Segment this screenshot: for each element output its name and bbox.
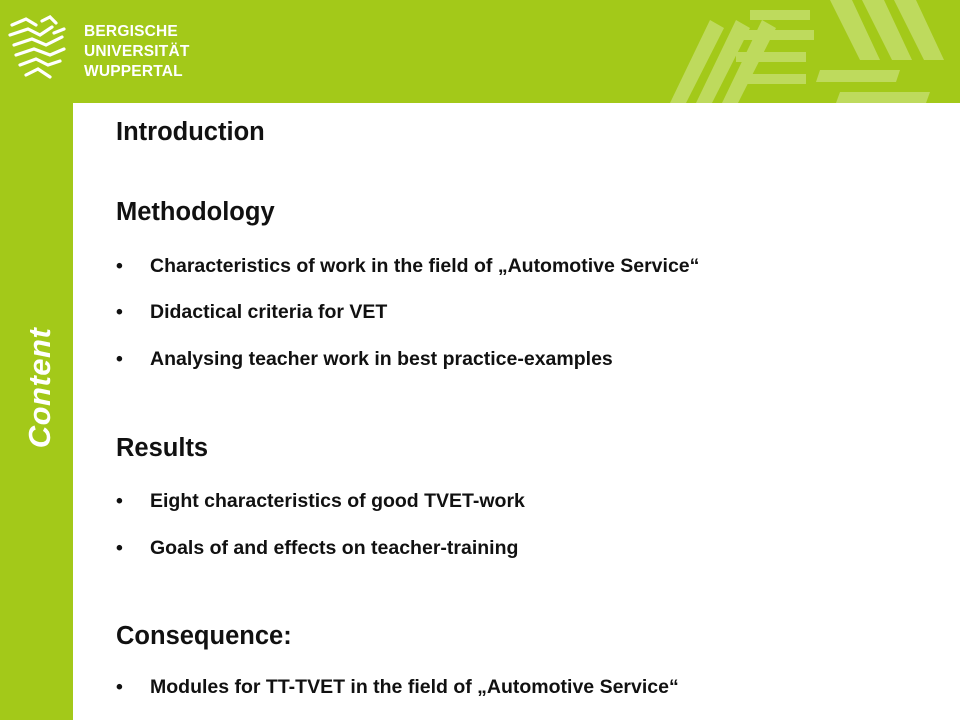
section-heading-introduction: Introduction [116, 118, 265, 146]
bullet-dot: • [116, 490, 123, 512]
lion-crest-icon [6, 15, 70, 85]
list-item [116, 348, 613, 371]
university-name-line: UNIVERSITÄT [84, 43, 190, 60]
university-name-line: WUPPERTAL [84, 63, 183, 80]
university-name [84, 22, 190, 82]
university-name-line: BERGISCHE [84, 23, 178, 40]
list-item [116, 676, 679, 699]
section-heading-methodology: Methodology [116, 198, 275, 226]
bullet-dot: • [116, 348, 123, 370]
striped-lion-pattern-icon [640, 0, 960, 103]
section-heading-results: Results [116, 434, 209, 462]
bullet-dot: • [116, 676, 123, 698]
list-item [116, 301, 387, 324]
section-heading-consequence: Consequence: [116, 622, 292, 650]
list-item-text: Analysing teacher work in best practice-examples [150, 348, 613, 370]
header-banner [0, 0, 960, 103]
list-item [116, 255, 699, 278]
bullet-dot: • [116, 301, 123, 323]
list-item [116, 537, 518, 560]
list-item-text: Goals of and effects on teacher-training [150, 537, 519, 559]
sidebar-title: Content [22, 327, 57, 449]
list-item-text: Eight characteristics of good TVET-work [150, 490, 525, 512]
bullet-dot: • [116, 255, 123, 277]
list-item [116, 490, 525, 513]
list-item-text: Didactical criteria for VET [150, 301, 388, 323]
bullet-dot: • [116, 537, 123, 559]
list-item-text: Modules for TT-TVET in the field of „Automotive Service“ [150, 676, 679, 698]
list-item-text: Characteristics of work in the field of „Automotive Service“ [150, 255, 700, 277]
